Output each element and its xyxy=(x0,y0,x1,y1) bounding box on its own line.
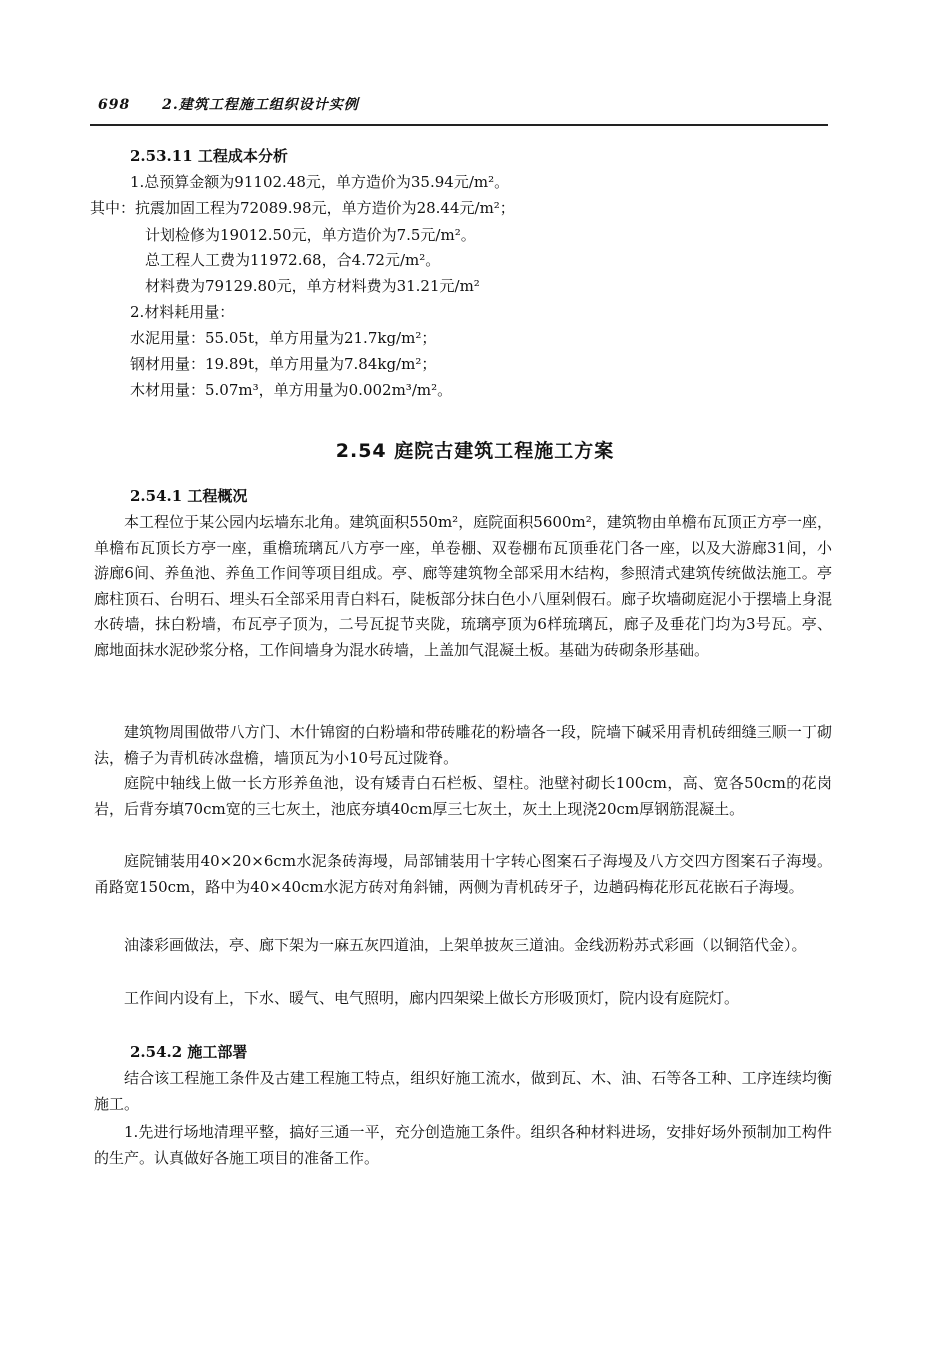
paragraph: 工作间内设有上，下水、暖气、电气照明，廊内四架梁上做长方形吸顶灯，院内设有庭院灯。 xyxy=(124,989,740,1007)
subsection-heading: 2.54.1 工程概况 xyxy=(130,487,248,505)
cost-heading: 2.53.11 工程成本分析 xyxy=(130,147,288,165)
paragraph: 庭院铺装用40×20×6cm水泥条砖海墁，局部铺装用十字转心图案石子海墁及八方交四方图案石子海墁。甬路宽150cm，路中为40×40cm水泥方砖对角斜铺，两侧为青机砖牙子，边趟码梅花形瓦花嵌石子海墁。 xyxy=(94,852,832,896)
paragraph: 庭院中轴线上做一长方形养鱼池，设有矮青白石栏板、望柱。池壁衬砌长100cm，高、宽各50cm的花岗岩，后背夯填70cm宽的三七灰土，池底夯填40cm厚三七灰土，灰土上现浇20cm厚钢筋混凝土。 xyxy=(94,774,832,818)
paragraph: 建筑物周围做带八方门、木什锦窗的白粉墙和带砖雕花的粉墙各一段，院墙下碱采用青机砖细缝三顺一丁砌法，檐子为青机砖冰盘檐，墙顶瓦为小10号瓦过陇脊。 xyxy=(94,723,832,767)
cost-line: 2.材料耗用量： xyxy=(130,303,235,321)
cost-line: 钢材用量：19.89t，单方用量为7.84kg/m²； xyxy=(130,355,437,373)
cost-line: 水泥用量：55.05t，单方用量为21.7kg/m²； xyxy=(130,329,437,347)
header-rule xyxy=(90,124,828,126)
paragraph: 本工程位于某公园内坛墙东北角。建筑面积550m²，庭院面积5600m²，建筑物由单檐布瓦顶正方亭一座，单檐布瓦顶长方亭一座，重檐琉璃瓦八方亭一座，单卷棚、双卷棚布瓦顶垂花门各一座，以及大游廊31间，小游廊6间、养鱼池、养鱼工作间等项目组成。亭、廊等建筑物全部采用木结构，参照清式建筑传统做法施工。亭廊柱顶石、台明石、埋头石全部采用青白料石，陡板部分抹白色小八厘剁假石。廊子坎墙砌庭泥小于摆墙上身混水砖墙，抹白粉墙，布瓦亭子顶为，二号瓦捉节夹陇，琉璃亭顶为6样琉璃瓦，廊子及垂花门均为3号瓦。亭、廊地面抹水泥砂浆分格，工作间墙身为混水砖墙，上盖加气混凝土板。基础为砖砌条形基础。 xyxy=(94,513,832,659)
cost-line: 总工程人工费为11972.68，合4.72元/m²。 xyxy=(145,251,441,269)
cost-line: 木材用量：5.07m³，单方用量为0.002m³/m²。 xyxy=(130,381,453,399)
cost-line: 材料费为79129.80元，单方材料费为31.21元/m² xyxy=(145,277,480,295)
paragraph: 油漆彩画做法，亭、廊下架为一麻五灰四道油，上架单披灰三道油。金线沥粉苏式彩画（以铜箔代金）。 xyxy=(124,936,807,954)
cost-line: 计划检修为19012.50元，单方造价为7.5元/m²。 xyxy=(145,226,476,244)
paragraph: 结合该工程施工条件及古建工程施工特点，组织好施工流水，做到瓦、木、油、石等各工种、工序连续均衡施工。 xyxy=(94,1069,832,1113)
cost-line: 其中：抗震加固工程为72089.98元，单方造价为28.44元/m²； xyxy=(90,199,515,217)
subsection-heading: 2.54.2 施工部署 xyxy=(130,1043,248,1061)
section-title: 2.54 庭院古建筑工程施工方案 xyxy=(335,440,615,462)
page-number: 698 xyxy=(98,97,131,113)
paragraph: 1.先进行场地清理平整，搞好三通一平，充分创造施工条件。组织各种材料进场，安排好场外预制加工构件的生产。认真做好各施工项目的准备工作。 xyxy=(94,1123,832,1167)
cost-line: 1.总预算金额为91102.48元，单方造价为35.94元/m²。 xyxy=(130,173,510,191)
running-title: 2.建筑工程施工组织设计实例 xyxy=(162,97,359,113)
page-header xyxy=(98,94,828,114)
